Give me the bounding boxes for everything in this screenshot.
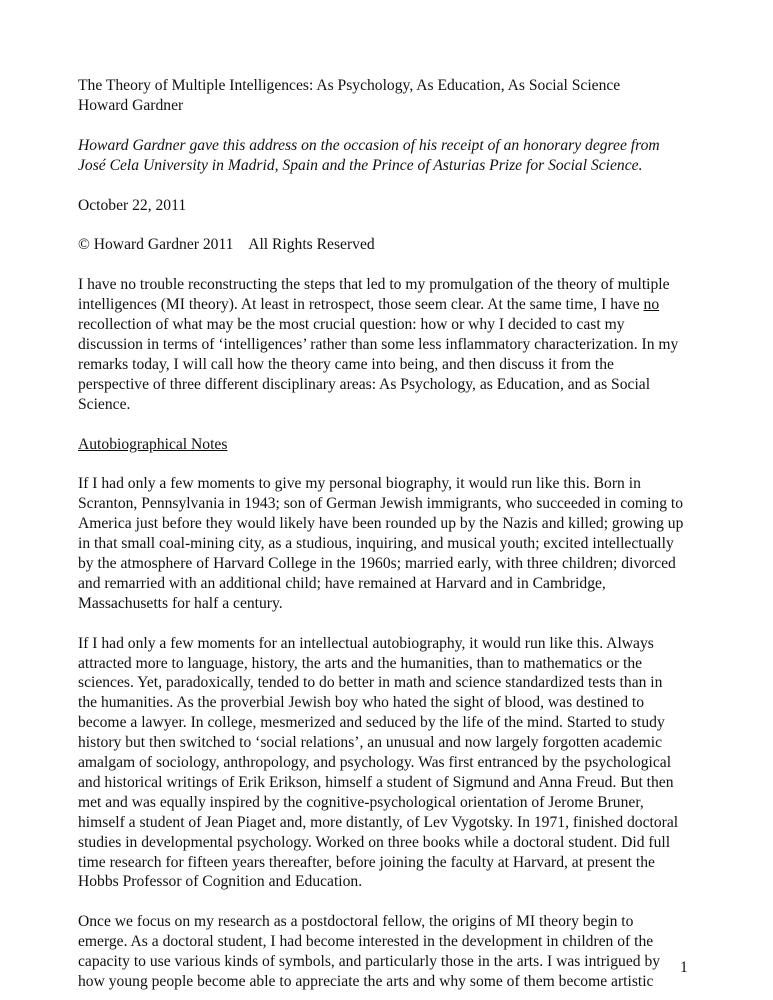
paragraph-line: history but then switched to ‘social relations’, an unusual and now largely forgotten academic	[78, 734, 663, 752]
paragraph-line: discussion in terms of ‘intelligences’ rather than some less inflammatory characterization. In my	[78, 336, 679, 354]
section-heading: Autobiographical Notes	[78, 435, 228, 453]
document-page	[78, 76, 700, 992]
occasion-note	[78, 136, 700, 176]
paragraph-line: sciences. Yet, paradoxically, tended to do better in math and science standardized tests than in	[78, 674, 663, 692]
paragraph-line: Scranton, Pennsylvania in 1943; son of German Jewish immigrants, who succeeded in coming to	[78, 495, 684, 513]
paragraph-line: Once we focus on my research as a postdoctoral fellow, the origins of MI theory begin to	[78, 913, 634, 931]
note-line: Howard Gardner gave this address on the occasion of his receipt of an honorary degree from	[78, 136, 660, 154]
section-heading-block	[78, 435, 700, 455]
paragraph-line: attracted more to language, history, the arts and the humanities, than to mathematics or the	[78, 654, 643, 672]
paragraph-line: capacity to use various kinds of symbols, and particularly those in the arts. I was intrigued by	[78, 953, 661, 971]
paragraph-line: Hobbs Professor of Cognition and Education.	[78, 873, 363, 891]
document-date: October 22, 2011	[78, 196, 187, 214]
paragraph-line: Massachusetts for half a century.	[78, 594, 283, 612]
paragraph-line: become a lawyer. In college, mesmerized and seduced by the life of the mind. Started to study	[78, 714, 665, 732]
biography-paragraph	[78, 474, 700, 613]
note-line: José Cela University in Madrid, Spain and the Prince of Asturias Prize for Social Science.	[78, 156, 643, 174]
copyright-block	[78, 235, 700, 255]
paragraph-line: emerge. As a doctoral student, I had become interested in the development in children of the	[78, 933, 654, 951]
paragraph-line: If I had only a few moments for an intellectual autobiography, it would run like this. Always	[78, 634, 654, 652]
title-block	[78, 76, 700, 116]
paragraph-text: intelligences (MI theory). At least in retrospect, those seem clear. At the same time, I have	[78, 296, 644, 314]
paragraph-line: and remarried with an additional child; have remained at Harvard and in Cambridge,	[78, 574, 606, 592]
paragraph-line: by the atmosphere of Harvard College in the 1960s; married early, with three children; divorced	[78, 555, 676, 573]
paragraph-line: how young people become able to appreciate the arts and why some of them become artistic	[78, 972, 654, 990]
paragraph-line: amalgam of sociology, anthropology, and psychology. Was first entranced by the psychological	[78, 754, 672, 772]
author-name: Howard Gardner	[78, 96, 184, 114]
paragraph-line: the humanities. As the proverbial Jewish boy who hated the sight of blood, was destined to	[78, 694, 645, 712]
intro-paragraph	[78, 275, 700, 414]
paragraph-line: I have no trouble reconstructing the steps that led to my promulgation of the theory of multiple	[78, 276, 670, 294]
underlined-word: no	[643, 296, 660, 314]
paragraph-line: in that small coal-mining city, as a studious, inquiring, and musical youth; excited intellectually	[78, 535, 674, 553]
paragraph-line: If I had only a few moments to give my personal biography, it would run like this. Born in	[78, 475, 641, 493]
paragraph-line: America just before they would likely have been rounded up by the Nazis and killed; growing up	[78, 515, 684, 533]
paragraph-line: perspective of three different disciplinary areas: As Psychology, as Education, and as Social	[78, 375, 651, 393]
copyright-notice: © Howard Gardner 2011 All Rights Reserved	[78, 236, 375, 254]
paragraph-line: studies in developmental psychology. Worked on three books while a doctoral student. Did full	[78, 833, 671, 851]
paragraph-line: time research for fifteen years thereafter, before joining the faculty at Harvard, at present the	[78, 853, 655, 871]
paragraph-line: and historical writings of Erik Erikson, himself a student of Sigmund and Anna Freud. But then	[78, 773, 674, 791]
postdoc-paragraph	[78, 912, 700, 992]
page-number: 1	[680, 959, 688, 976]
intellectual-paragraph	[78, 634, 700, 893]
paragraph-line	[78, 295, 700, 315]
paragraph-line: remarks today, I will call how the theory came into being, and then discuss it from the	[78, 355, 614, 373]
date-block	[78, 196, 700, 216]
paragraph-line: himself a student of Jean Piaget and, more distantly, of Lev Vygotsky. In 1971, finished doctoral	[78, 813, 679, 831]
paragraph-line: recollection of what may be the most crucial question: how or why I decided to cast my	[78, 316, 625, 334]
paragraph-line: Science.	[78, 395, 131, 413]
paragraph-line: met and was equally inspired by the cognitive-psychological orientation of Jerome Bruner,	[78, 793, 644, 811]
document-title: The Theory of Multiple Intelligences: As Psychology, As Education, As Social Science	[78, 77, 621, 94]
